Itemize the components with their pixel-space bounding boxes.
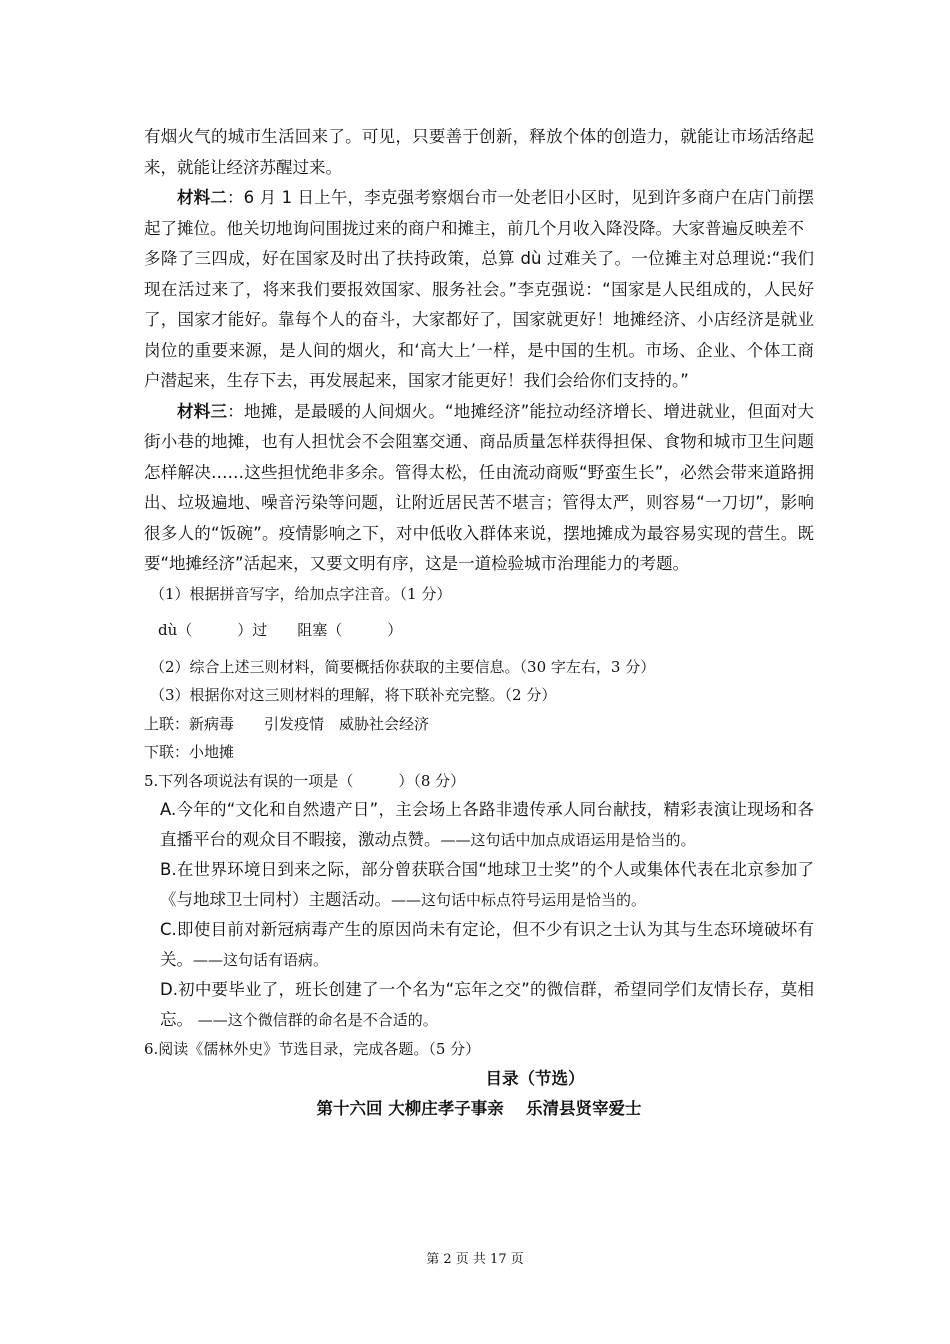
material-two-text: ：6 月 1 日上午，李克强考察烟台市一处老旧小区时，见到许多商户在店门前摆起了摊位。他关切地询问围拢过来的商户和摊主，前几个月收入降没降。大家普遍反映差不 (144, 188, 815, 238)
question-3: （3）根据你对这三则材料的理解，将下联补充完整。（2 分） (150, 686, 557, 704)
option-d-text: D.初中要毕业了，班长创建了一个名为“忘年之交”的微信群，希望同学们友情长存，莫相忘。 (160, 980, 814, 1029)
question-1: （1）根据拼音写字，给加点字注音。（1 分） (150, 584, 452, 603)
option-b-tail: ——这句话中标点符号运用是恰当的。 (391, 891, 647, 909)
material-three-text: ：地摊，是最暖的人间烟火。“地摊经济”能拉动经济增长、增进就业，但面对大街小巷的地摊，也有人担忧会不会阻塞交通、商品质量怎样获得担保、食物和城市卫生问题怎样解决……这些担忧绝非多余。管得太松，任由流动商贩“野蛮生长”，必然会带来道路拥出、垃圾遍地、噪音污染等问题，让附近居民苦不堪言；管得太严，则容易“一刀切”，影响很多人的“饭碗”。疫情影响之下，对中低收入群体来说，摆地摊成为最容易实现的营生。既要“地摊经济”活起来，又要文明有序，这是一道检验城市治理能力的考题。 (144, 401, 814, 573)
para-material-one-tail: 有烟火气的城市生活回来了。可见，只要善于创新，释放个体的创造力，就能让市场活络起来，就能让经济苏醒过来。 (144, 127, 814, 177)
option-a-tail: ——这句话中加点成语运用是恰当的。 (440, 831, 696, 849)
option-d (144, 975, 814, 1035)
question-1-blanks: dù（ ）过 阻塞（ ） (158, 621, 403, 639)
option-a-text: A.今年的“文化和自然遗产日”，主会场上各路非遗传承人同台献技，精彩表演让现场和各直播平台的观众目不暇接，激动点赞。 (160, 800, 814, 849)
material-two-label: 材料二 (177, 188, 227, 207)
toc-title: 目录（节选） (485, 1068, 585, 1088)
option-a (144, 795, 814, 855)
couplet-upper: 上联：新病毒 引发疫情 威胁社会经济 (144, 714, 430, 733)
para-material-two-cont: 多降了三四成，好在国家及时出了扶持政策，总算 dù 过难关了。一位摊主对总理说:“我们现在活过来了，将来我们要报效国家、服务社会。”李克强说：“国家是人民组成的，人民好了，国家才能好。靠每个人的奋斗，大家都好了，国家就更好！地摊经济、小店经济是就业岗位的重要来源，是人间的烟火，和‘高大上’一样，是中国的生机。市场、企业、个体工商户潜起来，生存下去，再发展起来，国家才能更好！我们会给你们支持的。” (144, 249, 814, 390)
page-footer: 第 2 页 共 17 页 (426, 1252, 524, 1267)
couplet-lower: 下联：小地摊 (144, 743, 235, 761)
option-b (144, 855, 814, 915)
para-material-three (144, 397, 814, 580)
para-material-two (144, 183, 814, 244)
option-c (144, 915, 814, 975)
option-c-tail: ——这句话有语病。 (193, 951, 329, 969)
option-c-text: C.即使目前对新冠病毒产生的原因尚未有定论，但不少有识之士认为其与生态环境破坏有关。 (160, 920, 814, 969)
option-b-text: B.在世界环境日到来之际，部分曾获联合国“地球卫士奖”的个人或集体代表在北京参加了《与地球卫士同村）主题活动。 (160, 860, 814, 909)
page-content (144, 122, 814, 1124)
option-d-tail: ——这个微信群的命名是不合适的。 (193, 1011, 438, 1029)
toc-line-1: 第十六回 大柳庄孝子事亲 乐清县贤宰爱士 (316, 1098, 642, 1118)
question-5-stem: 5.下列各项说法有误的一项是（ ）（8 分） (144, 771, 466, 790)
material-three-label: 材料三 (177, 401, 228, 421)
question-6-stem: 6.阅读《儒林外史》节选目录，完成各题。（5 分） (144, 1040, 481, 1058)
question-2: （2）综合上述三则材料，简要概括你获取的主要信息。（30 字左右，3 分） (150, 657, 656, 676)
